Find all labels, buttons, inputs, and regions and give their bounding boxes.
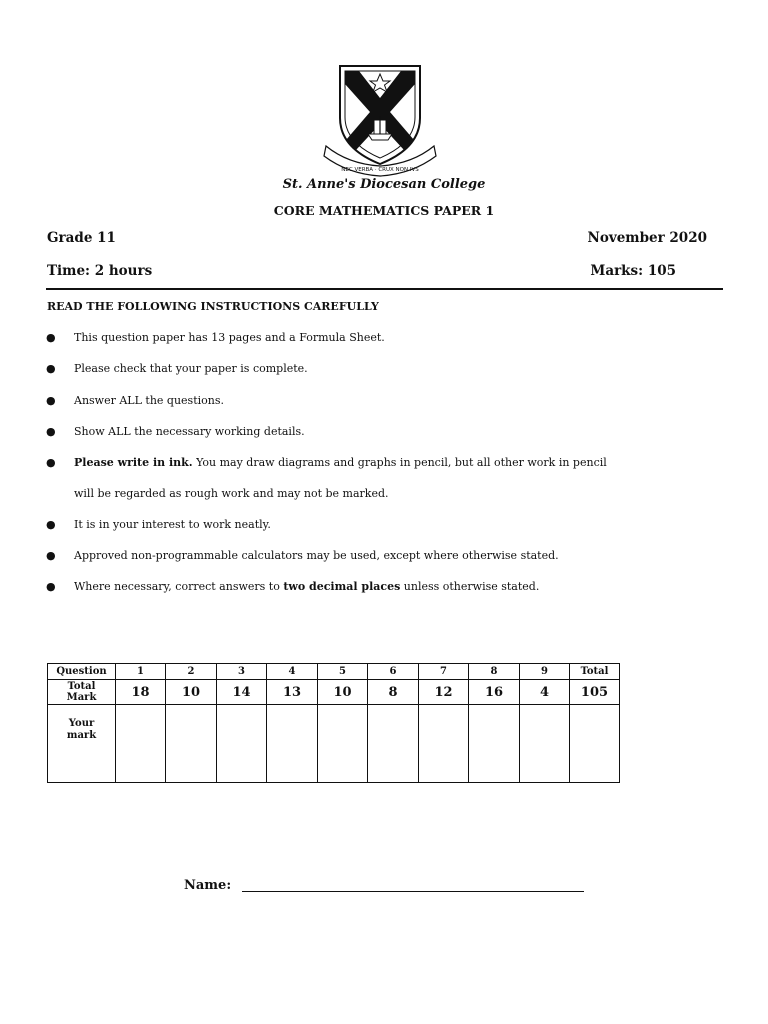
bullet-icon: ●: [46, 549, 56, 562]
exam-date: November 2020: [587, 230, 707, 246]
question-row: [48, 664, 620, 680]
crest-motto: NEC VERBA · CRUX NON IVS: [341, 167, 419, 173]
total-column-label: Total: [570, 664, 620, 680]
your-mark-cell[interactable]: [166, 705, 217, 783]
header-rule: [46, 288, 723, 290]
question-number: 5: [318, 664, 368, 680]
total-mark-row: [48, 680, 620, 705]
instruction-item: ● Please check that your paper is complete.: [46, 362, 308, 375]
question-number: 7: [419, 664, 469, 680]
your-mark-cell[interactable]: [116, 705, 166, 783]
name-label: Name:: [184, 878, 232, 893]
instruction-item: ● Please write in ink. You may draw diagrams and graphs in pencil, but all other work in pencil: [46, 456, 607, 469]
your-mark-cell[interactable]: [267, 705, 318, 783]
total-mark-value: 13: [267, 680, 318, 705]
bullet-icon: ●: [46, 394, 56, 407]
your-mark-label: Your mark: [48, 705, 116, 783]
your-mark-cell[interactable]: [217, 705, 267, 783]
total-mark-value: 14: [217, 680, 267, 705]
your-mark-cell[interactable]: [419, 705, 469, 783]
total-mark-value: 10: [166, 680, 217, 705]
your-mark-cell[interactable]: [469, 705, 520, 783]
instruction-item-continued: will be regarded as rough work and may not be marked.: [74, 487, 389, 500]
bullet-icon: ●: [46, 456, 56, 469]
instruction-item: ● Show ALL the necessary working details.: [46, 425, 305, 438]
instruction-item: ● It is in your interest to work neatly.: [46, 518, 271, 531]
grand-total-value: 105: [570, 680, 620, 705]
total-mark-value: 12: [419, 680, 469, 705]
question-number: 1: [116, 664, 166, 680]
your-mark-cell[interactable]: [318, 705, 368, 783]
grade-label: Grade 11: [47, 230, 116, 246]
time-label: Time: 2 hours: [47, 263, 153, 279]
bullet-icon: ●: [46, 362, 56, 375]
college-name: St. Anne's Diocesan College: [282, 177, 486, 192]
question-number: 4: [267, 664, 318, 680]
instruction-item: ● Approved non-programmable calculators may be used, except where otherwise stated.: [46, 549, 559, 562]
total-mark-value: 4: [520, 680, 570, 705]
bullet-icon: ●: [46, 518, 56, 531]
instructions-heading: READ THE FOLLOWING INSTRUCTIONS CAREFULLY: [47, 300, 379, 313]
total-mark-value: 18: [116, 680, 166, 705]
question-number: 2: [166, 664, 217, 680]
bullet-icon: ●: [46, 580, 56, 593]
paper-title: CORE MATHEMATICS PAPER 1: [273, 203, 495, 218]
marks-label: Marks: 105: [590, 263, 676, 279]
marks-table: [47, 663, 620, 783]
question-number: 8: [469, 664, 520, 680]
total-mark-value: 16: [469, 680, 520, 705]
question-number: 3: [217, 664, 267, 680]
question-number: 9: [520, 664, 570, 680]
your-mark-row: [48, 705, 620, 783]
instruction-item: ● Where necessary, correct answers to two decimal places unless otherwise stated.: [46, 580, 540, 593]
question-label: Question: [48, 664, 116, 680]
bullet-icon: ●: [46, 331, 56, 344]
total-mark-label: Total Mark: [48, 680, 116, 705]
total-mark-value: 10: [318, 680, 368, 705]
college-crest: [318, 60, 442, 178]
instruction-item: ● Answer ALL the questions.: [46, 394, 224, 407]
question-number: 6: [368, 664, 419, 680]
your-mark-cell[interactable]: [368, 705, 419, 783]
your-mark-cell[interactable]: [520, 705, 570, 783]
your-mark-total-cell[interactable]: [570, 705, 620, 783]
name-line[interactable]: [242, 891, 584, 892]
instruction-item: ● This question paper has 13 pages and a Formula Sheet.: [46, 331, 385, 344]
total-mark-value: 8: [368, 680, 419, 705]
bullet-icon: ●: [46, 425, 56, 438]
